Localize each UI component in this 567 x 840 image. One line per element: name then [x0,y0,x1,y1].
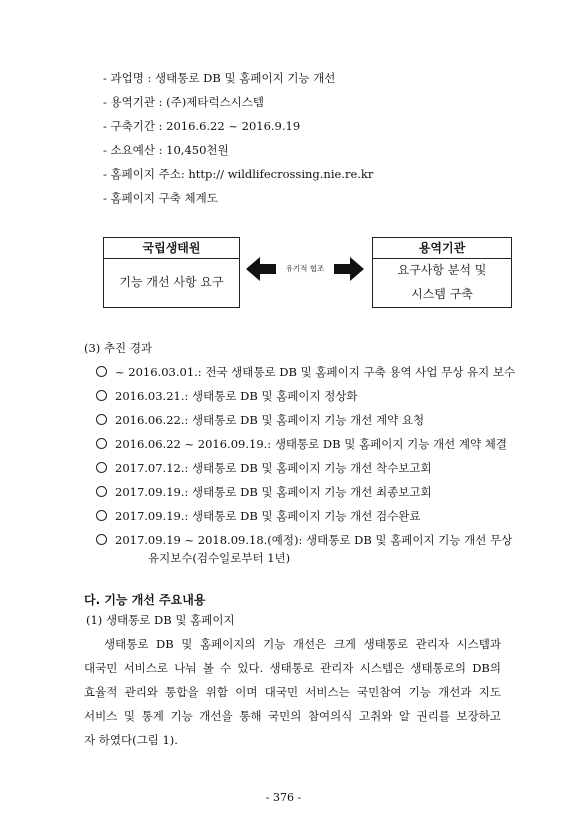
system-diagram-line: - 홈페이지 구축 체계도 [103,191,218,205]
contractor-box-title: 용역기관 [373,238,511,259]
progress-heading: (3) 추진 경과 [84,341,153,355]
homepage-address-line: - 홈페이지 주소: http:// wildlifecrossing.nie.re.kr [103,167,374,181]
circle-bullet-icon [96,510,107,521]
paragraph-line: 효율적 관리와 통합을 위함 이며 대국민 서비스는 국민참여 기능 개선과 지도 [84,685,501,699]
nie-box [103,237,240,308]
progress-item: 2017.09.19.: 생태통로 DB 및 홈페이지 기능 개선 검수완료 [96,508,421,524]
nie-box-title: 국립생태원 [104,238,239,259]
progress-item: ~ 2016.03.01.: 전국 생태통로 DB 및 홈페이지 구축 용역 사업 무상 유지 보수 [96,364,515,380]
circle-bullet-icon [96,390,107,401]
circle-bullet-icon [96,462,107,473]
contractor-box [372,237,512,308]
progress-item: 2017.09.19 ~ 2018.09.18.(예정): 생태통로 DB 및 홈페이지 기능 개선 무상 [96,532,512,548]
nie-box-body: 기능 개선 사항 요구 [119,275,224,289]
progress-item: 2017.09.19.: 생태통로 DB 및 홈페이지 기능 개선 최종보고회 [96,484,432,500]
paragraph-line: 서비스 및 통계 기능 개선을 통해 국민의 참여의식 고취와 알 권리를 보장하고 [84,709,501,723]
circle-bullet-icon [96,414,107,425]
paragraph-line: 대국민 서비스로 나눠 볼 수 있다. 생태통로 관리자 시스템은 생태통로의 DB의 [84,661,501,675]
paragraph-line: 자 하였다(그림 1). [84,733,178,747]
page-number: - 376 - [265,791,302,804]
paragraph-line: 생태통로 DB 및 홈페이지의 기능 개선은 크게 생태통로 관리자 시스템과 [104,637,501,651]
circle-bullet-icon [96,366,107,377]
section-subheading: (1) 생태통로 DB 및 홈페이지 [86,613,235,627]
progress-item: 2016.06.22 ~ 2016.09.19.: 생태통로 DB 및 홈페이지 기능 개선 계약 체결 [96,436,507,452]
contractor-box-body-line-2: 시스템 구축 [411,287,473,301]
progress-item: 2016.03.21.: 생태통로 DB 및 홈페이지 정상화 [96,388,358,404]
progress-item: 2017.07.12.: 생태통로 DB 및 홈페이지 기능 개선 착수보고회 [96,460,432,476]
build-period-line: - 구축기간 : 2016.6.22 ~ 2016.9.19 [103,119,301,133]
budget-line: - 소요예산 : 10,450천원 [103,143,229,157]
progress-item: 2016.06.22.: 생태통로 DB 및 홈페이지 기능 개선 계약 요청 [96,412,424,428]
section-heading: 다. 기능 개선 주요내용 [84,593,206,607]
cooperation-arrow [246,257,364,281]
circle-bullet-icon [96,438,107,449]
project-name-line: - 과업명 : 생태통로 DB 및 홈페이지 기능 개선 [103,71,336,85]
circle-bullet-icon [96,486,107,497]
circle-bullet-icon [96,534,107,545]
progress-item-continuation: 유지보수(검수일로부터 1년) [148,551,291,565]
cooperation-label: 유기적 협조 [285,264,325,273]
contractor-line: - 용역기관 : (주)제타럭스시스템 [103,95,265,109]
contractor-box-body-line-1: 요구사항 분석 및 [397,263,487,277]
